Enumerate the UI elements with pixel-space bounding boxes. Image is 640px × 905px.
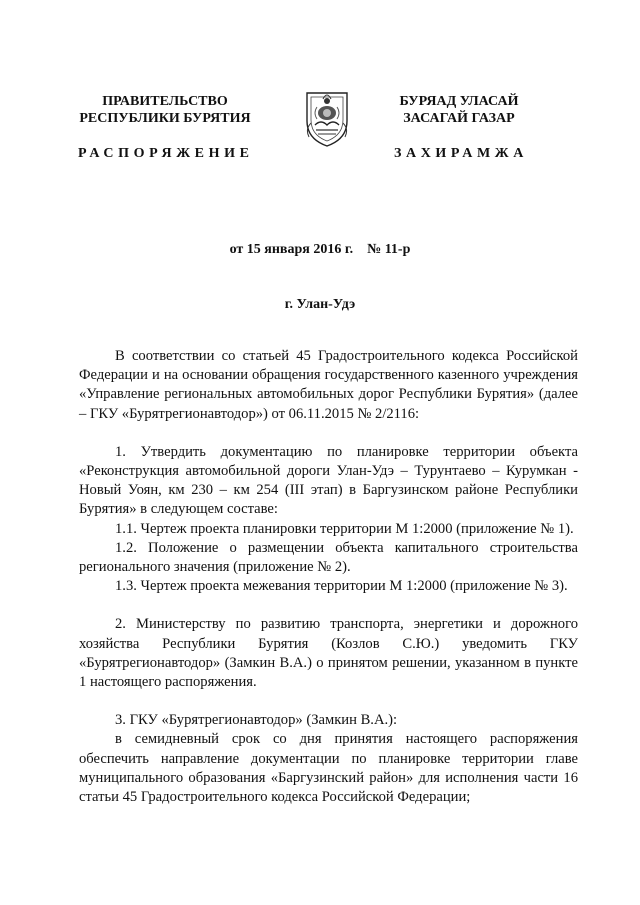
paragraph-1-3: 1.3. Чертеж проекта межевания территории М 1:2000 (приложение № 3). <box>115 578 568 595</box>
issuer-bua-line1: БУРЯАД УЛАСАЙ <box>399 94 519 109</box>
document-date: от 15 января 2016 г. <box>229 242 354 257</box>
issuer-bua-line2: ЗАСАГАЙ ГАЗАР <box>403 111 515 126</box>
date-number-line <box>0 242 640 258</box>
paragraph-2: 2. Министерству по развитию транспорта, энергетики и дорожного хозяйства Республики Бурятия (Козлов С.Ю.) уведомить ГКУ «Бурятрегионавтодор» (Замкин В.А.) о принятом решении, указанном в пункте 1 настоящего распоряжения. <box>79 616 578 691</box>
issuer-ru <box>62 93 268 127</box>
paragraph-3-a: в семидневный срок со дня принятия настоящего распоряжения обеспечить направление документации по планировке территории главе муниципального образования «Баргузинский район» для исполнения части 16 статьи 45 Градостроительного кодекса Российской Федерации; <box>79 731 578 806</box>
paragraph-intro: В соответствии со статьей 45 Градостроительного кодекса Российской Федерации и на основании обращения государственного казенного учреждения «Управление региональных автомобильных дорог Республики Бурятия» (далее – ГКУ «Бурятрегионавтодор») от 06.11.2015 № 2/2116: <box>79 348 578 422</box>
paragraph-1-1: 1.1. Чертеж проекта планировки территории М 1:2000 (приложение № 1). <box>115 520 574 537</box>
issuer-bua <box>376 93 542 127</box>
paragraph-3: 3. ГКУ «Бурятрегионавтодор» (Замкин В.А.): <box>115 712 398 729</box>
buryatia-coat-of-arms-icon <box>301 87 353 149</box>
document-body <box>79 347 578 807</box>
document-city: г. Улан-Удэ <box>284 297 356 312</box>
issuer-ru-line1: ПРАВИТЕЛЬСТВО <box>102 94 228 109</box>
document-type-bua: ЗАХИРАМЖА <box>394 146 528 161</box>
paragraph-1-2: 1.2. Положение о размещении объекта капитального строительства регионального значения (приложение № 2). <box>79 539 578 576</box>
document-number: № 11-р <box>367 242 411 257</box>
issuer-ru-line2: РЕСПУБЛИКИ БУРЯТИЯ <box>79 111 251 126</box>
paragraph-1: 1. Утвердить документацию по планировке территории объекта «Реконструкция автомобильной дороги Улан-Удэ – Турунтаево – Курумкан - Новый Уоян, км 230 – км 254 (III этап) в Баргузинском районе Республики Бурятия» в следующем составе: <box>79 443 578 518</box>
document-type-ru: РАСПОРЯЖЕНИЕ <box>78 146 254 161</box>
